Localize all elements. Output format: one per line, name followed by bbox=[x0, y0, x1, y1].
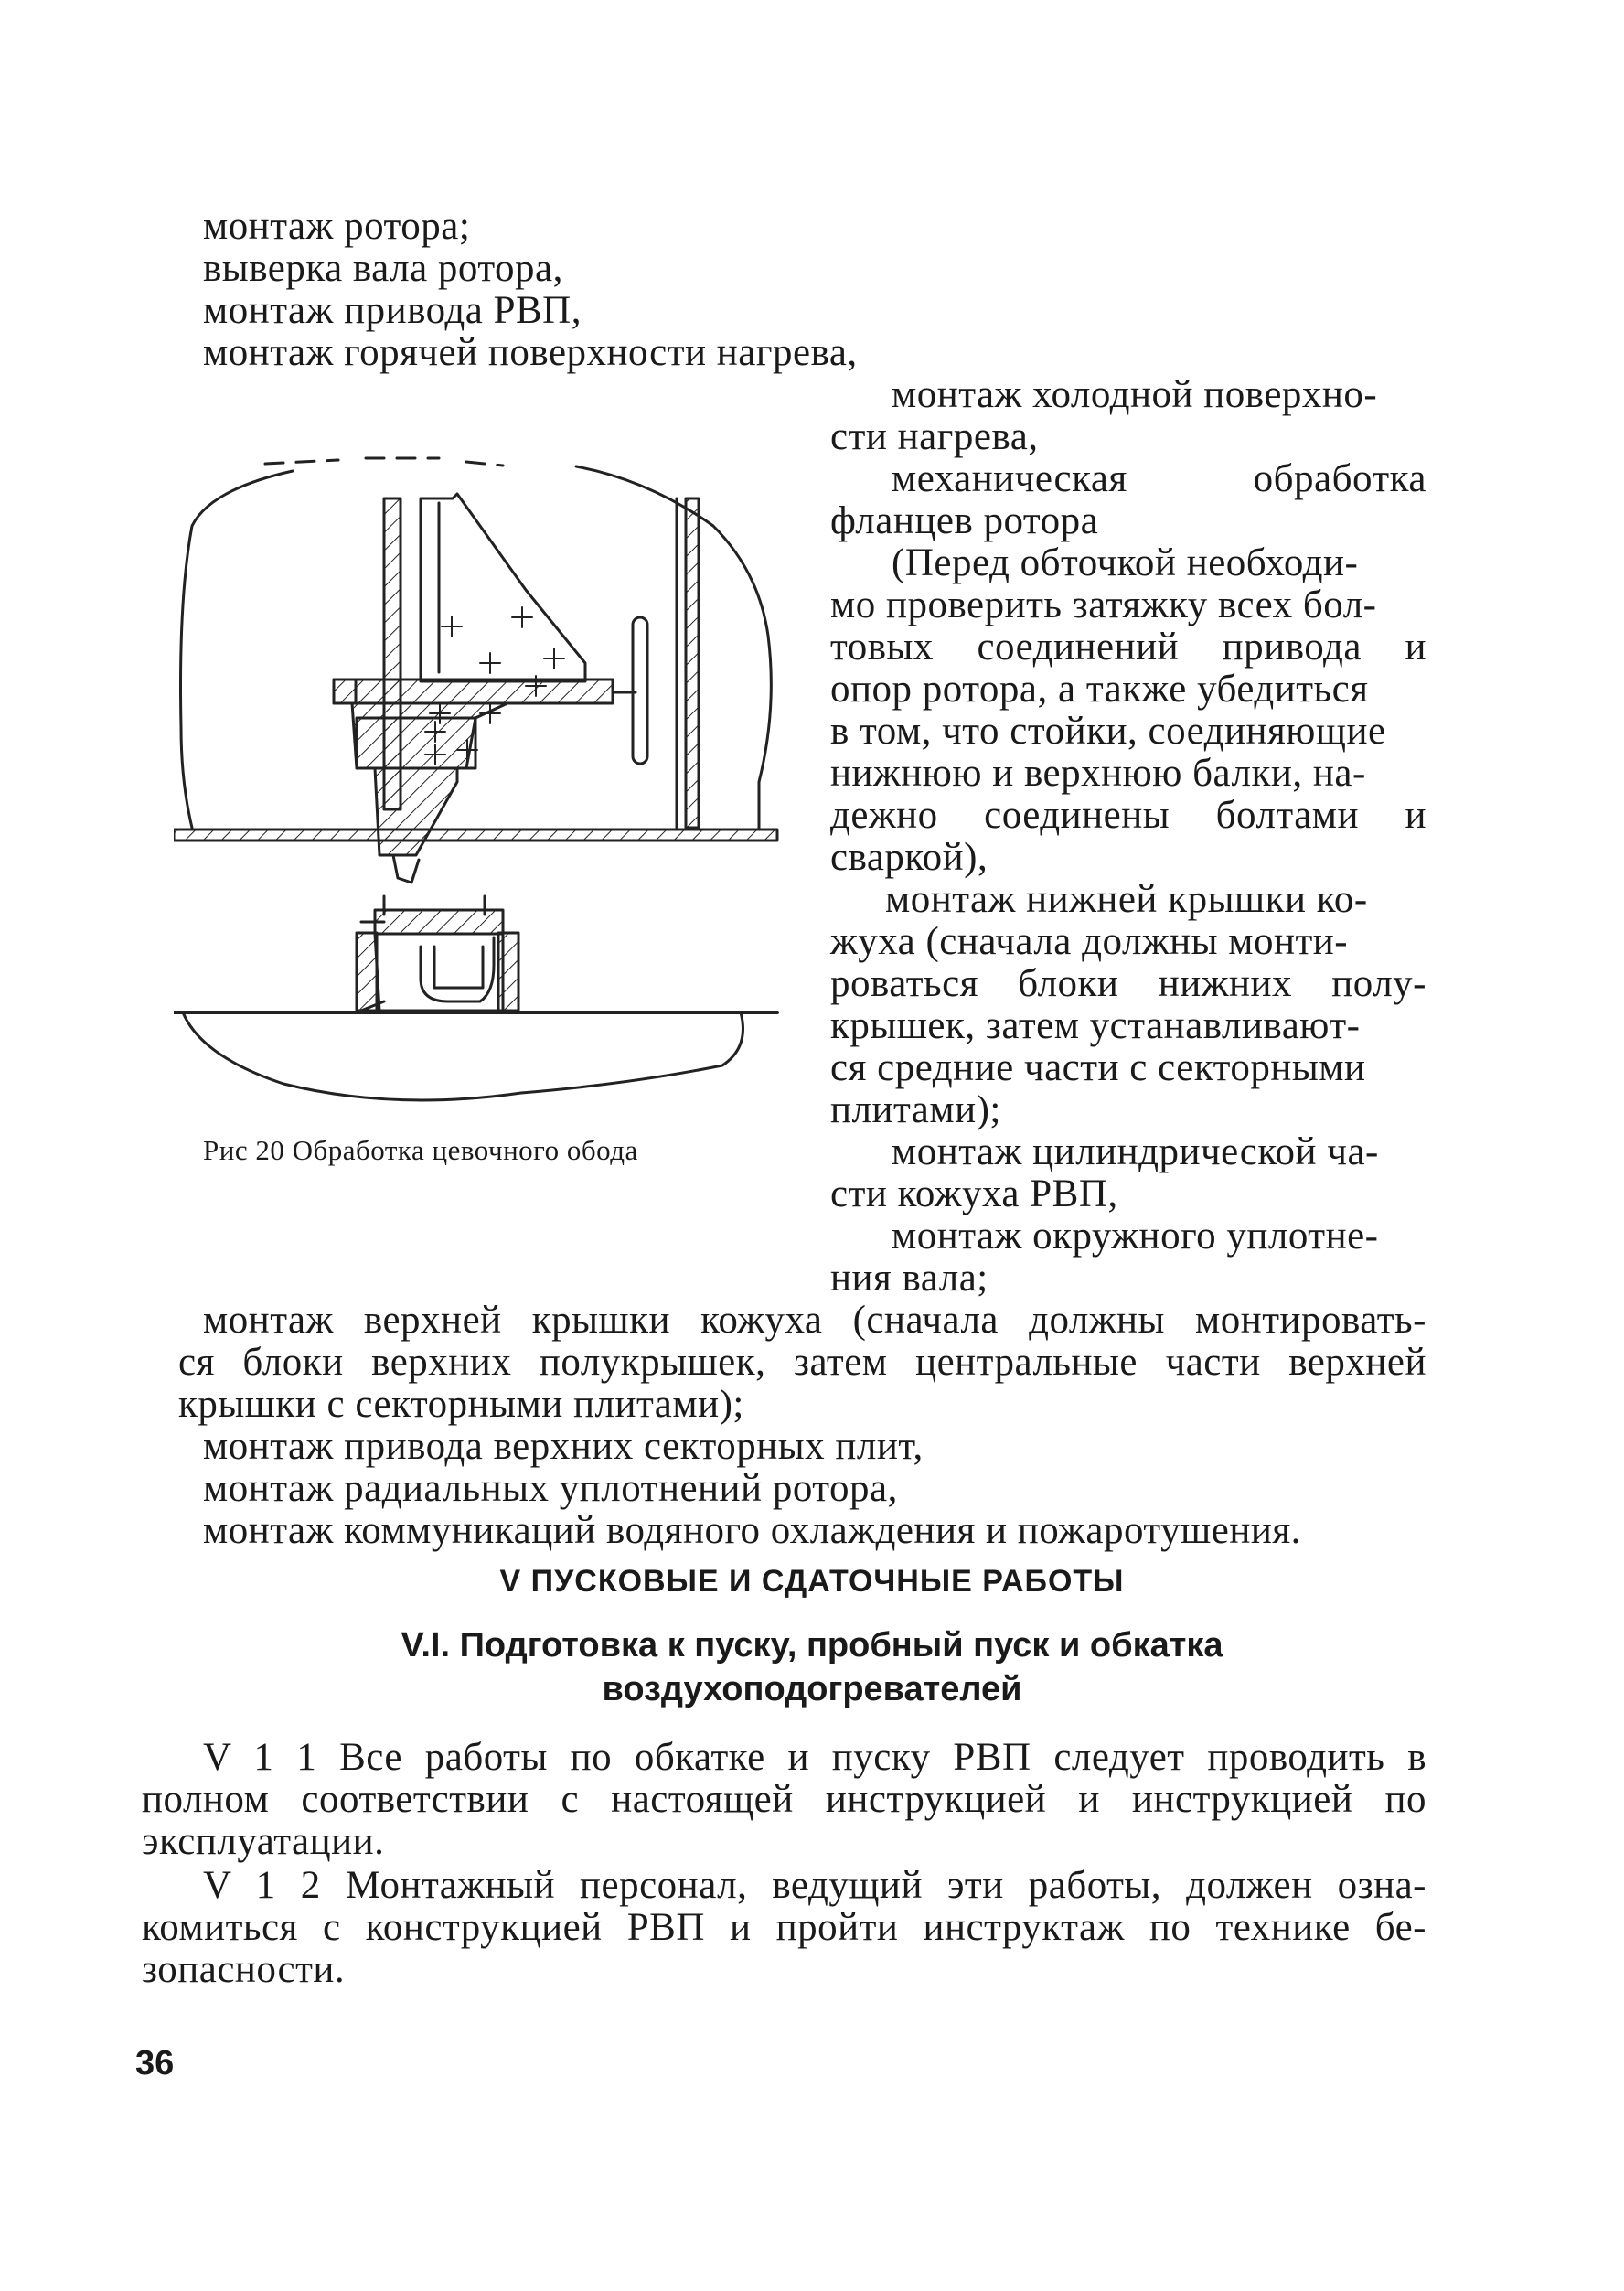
list-line: монтаж цилиндрической ча- bbox=[892, 1130, 1379, 1173]
paragraph-line: полном соответствии с настоящей инструкцией и инструкцией по bbox=[142, 1778, 1426, 1821]
list-line: мо проверить затяжку всех бол- bbox=[830, 583, 1377, 626]
list-line: монтаж привода РВП, bbox=[203, 289, 582, 332]
paragraph-line: V 1 2 Монтажный персонал, ведущий эти работы, должен озна- bbox=[203, 1864, 1426, 1907]
list-line: сваркой), bbox=[830, 836, 988, 879]
list-line: выверка вала ротора, bbox=[203, 247, 563, 290]
list-line: нижнюю и верхнюю балки, на- bbox=[830, 752, 1366, 795]
list-line: жуха (сначала должны монти- bbox=[830, 920, 1349, 963]
list-line: монтаж нижней крышки ко- bbox=[885, 878, 1368, 921]
list-line: механическая обработка bbox=[892, 457, 1426, 500]
list-line: ся блоки верхних полукрышек, затем центральные части верхней bbox=[178, 1341, 1426, 1384]
figure-cevochny-obod bbox=[174, 453, 796, 1102]
list-line: в том, что стойки, соединяющие bbox=[830, 710, 1386, 753]
list-line: монтаж ротора; bbox=[203, 205, 471, 248]
list-line: дежно соединены болтами и bbox=[830, 794, 1426, 837]
list-line: роваться блоки нижних полу- bbox=[830, 962, 1426, 1005]
section-heading: V ПУСКОВЫЕ И СДАТОЧНЫЕ РАБОТЫ bbox=[499, 1564, 1125, 1599]
list-line: монтаж верхней крышки кожуха (сначала должны монтировать- bbox=[203, 1299, 1426, 1342]
list-line: крышки с секторными плитами); bbox=[178, 1383, 744, 1426]
paragraph-line: зопасности. bbox=[142, 1948, 346, 1991]
list-line: фланцев ротора bbox=[830, 499, 1099, 542]
paragraph-line: комиться с конструкцией РВП и пройти инструктаж по технике бе- bbox=[142, 1906, 1426, 1949]
list-line: монтаж горячей поверхности нагрева, bbox=[203, 331, 858, 374]
list-line: (Перед обточкой необходи- bbox=[892, 541, 1359, 584]
list-line: монтаж холодной поверхно- bbox=[892, 373, 1378, 416]
paragraph-line: V 1 1 Все работы по обкатке и пуску РВП следует проводить в bbox=[203, 1736, 1426, 1779]
list-line: плитами); bbox=[830, 1088, 1001, 1131]
paragraph-line: эксплуатации. bbox=[142, 1820, 385, 1863]
list-line: опор ротора, а также убедиться bbox=[830, 668, 1369, 711]
list-line: сти нагрева, bbox=[830, 415, 1039, 458]
subsection-heading: воздухоподогревателей bbox=[602, 1670, 1022, 1708]
list-line: товых соединений привода и bbox=[830, 626, 1426, 669]
list-line: монтаж коммуникаций водяного охлаждения и пожаротушения. bbox=[203, 1509, 1301, 1552]
page-number: 36 bbox=[135, 2044, 175, 2082]
list-line: монтаж привода верхних секторных плит, bbox=[203, 1425, 924, 1468]
list-line: сти кожуха РВП, bbox=[830, 1172, 1118, 1215]
subsection-heading: V.I. Подготовка к пуску, пробный пуск и обкатка bbox=[401, 1626, 1223, 1665]
list-line: крышек, затем устанавливают- bbox=[830, 1004, 1361, 1047]
list-line: ния вала; bbox=[830, 1257, 988, 1300]
list-line: ся средние части с секторными bbox=[830, 1046, 1366, 1089]
list-line: монтаж радиальных уплотнений ротора, bbox=[203, 1467, 898, 1510]
figure-caption: Рис 20 Обработка цевочного обода bbox=[203, 1134, 638, 1166]
list-line: монтаж окружного уплотне- bbox=[892, 1215, 1379, 1258]
